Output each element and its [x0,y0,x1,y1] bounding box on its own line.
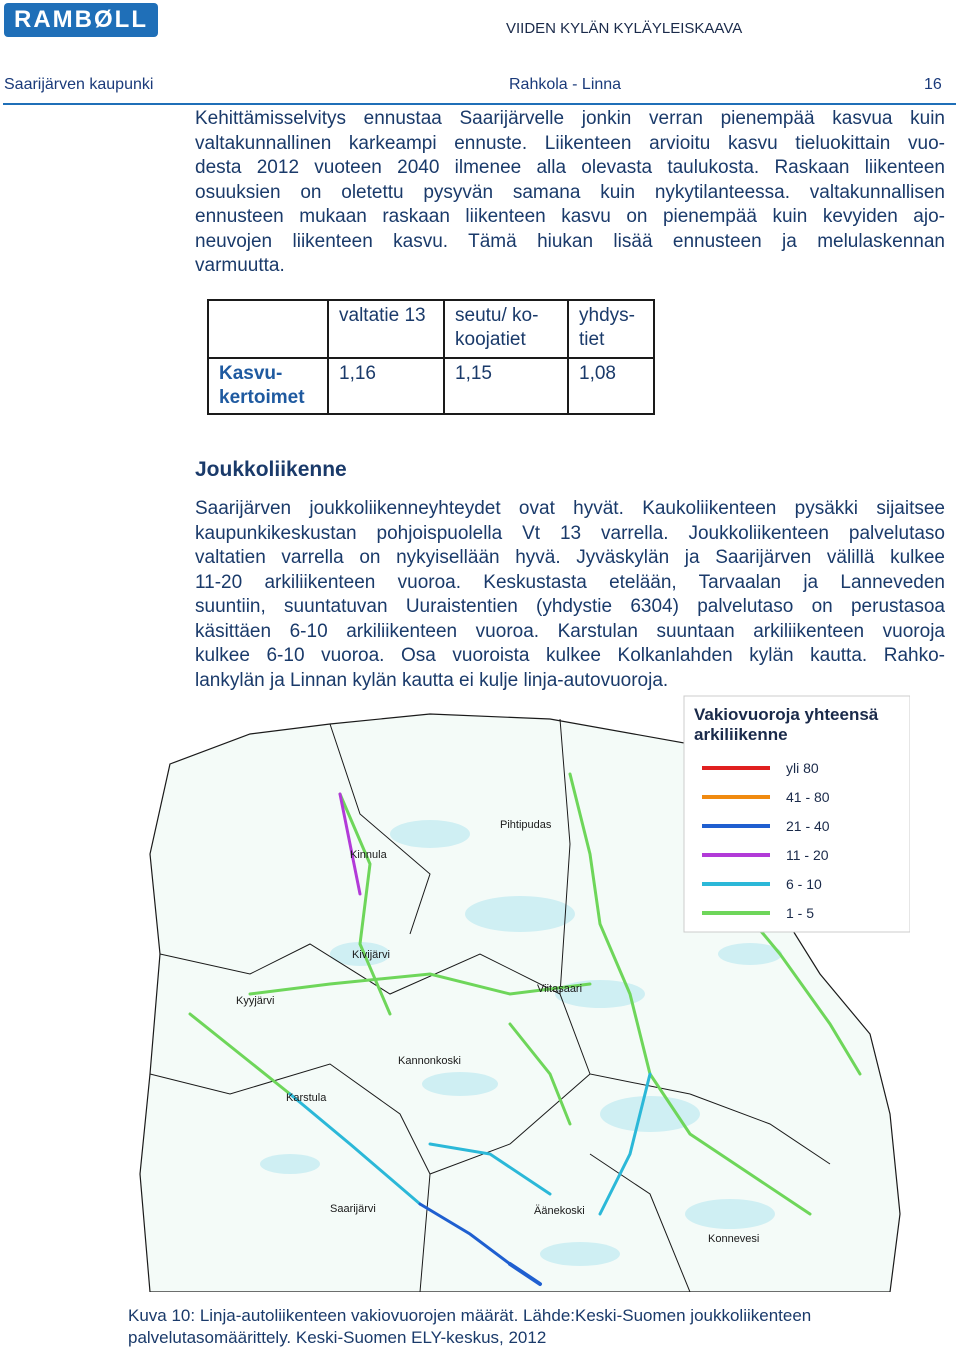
legend-label: 6 - 10 [786,876,822,892]
table-header-row [208,300,654,358]
intro-line: valtakunnallinen karkeampi ennuste. Liikenteen arvioitu kasvu tieluokittain vuo- [195,132,945,154]
intro-line: ennusteen mukaan raskaan liikenteen kasvu on pienempää kuin kevyiden ajo- [195,206,945,227]
legend-title-line2: arkiliikenne [694,725,788,744]
place-karstula: Karstula [286,1092,327,1104]
figure-caption [128,1305,811,1349]
table-corner-cell [208,300,328,358]
section-line: valtatien varrella on nykyisellään hyvä. Jyväskylän ja Saarijärven välillä kulkee [195,547,945,568]
table-header-valtatie: valtatie 13 [328,300,444,358]
legend-label: 1 - 5 [786,905,815,921]
intro-line: Kehittämisselvitys ennustaa Saarijärvelle jonkin verran pienempää kasvua kuin [195,108,945,129]
bus-route-map [130,694,910,1292]
caption-line2: palvelutasomäärittely. Keski-Suomen ELY-keskus, 2012 [128,1328,547,1347]
legend-label: yli 80 [786,760,819,776]
legend-label: 11 - 20 [786,847,829,863]
place-viitasaari: Viitasaari [537,983,583,995]
table-header-seutu: seutu/ ko- koojatiet [444,300,568,358]
intro-line: desta 2012 vuoteen 2040 ilmenee alla olevasta taulukosta. Raskaan liikenteen [195,157,945,178]
place-saarijarvi: Saarijärvi [330,1203,376,1215]
header-municipality: Saarijärven kaupunki [4,76,154,93]
document-title: VIIDEN KYLÄN KYLÄYLEISKAAVA [506,20,743,37]
page-number: 16 [924,76,942,93]
table-row-label: Kasvu- kertoimet [208,358,328,414]
growth-factor-table [207,299,655,415]
table-cell-seutu: 1,15 [444,358,568,414]
intro-line: osuuksien on oletettu pysyvän samana kuin nykytilanteessa. valtakunnallisen [195,181,945,203]
section-line: kulkee 6-10 vuoroa. Osa vuoroista kulkee Kolkanlahden kylän kautta. Rahko- [195,645,945,666]
intro-line: varmuutta. [195,255,285,276]
header-area: Rahkola - Linna [509,76,622,93]
table-row [208,358,654,414]
place-kyyjarvi: Kyyjärvi [236,995,275,1007]
section-line: käsittäen 6-10 arkiliikenteen vuoroa. Karstulan suuntaan arkiliikenteen vuoroja [195,620,945,642]
section-line: Saarijärven joukkoliikenneyhteydet ovat hyvät. Kaukoliikenteen pysäkki sijaitsee [195,498,945,519]
map-legend [684,696,910,932]
intro-line: neuvojen liikenteen kasvu. Tämä hiukan lisää ennusteen ja melulaskennan [195,230,945,252]
place-konnevesi: Konnevesi [708,1233,760,1245]
ramboll-logo: RAMBØLL [4,3,158,37]
place-kannonkoski: Kannonkoski [398,1055,461,1067]
section-line: lankylän ja Linnan kylän kautta ei kulje linja-autovuoroja. [195,669,669,691]
legend-label: 41 - 80 [786,789,830,805]
caption-line1: Kuva 10: Linja-autoliikenteen vakiovuorojen määrät. Lähde:Keski-Suomen joukkoliikenteen [128,1306,812,1325]
place-kinnula: Kinnula [350,849,387,861]
legend-label: 21 - 40 [786,818,830,834]
table-header-yhdystiet: yhdys- tiet [568,300,654,358]
legend-title-line1: Vakiovuoroja yhteensä [694,705,879,724]
section-line: 11-20 arkiliikenteen vuoroa. Keskustasta etelään, Tarvaalan ja Lanneveden [195,571,945,593]
section-heading: Joukkoliikenne [195,458,347,481]
place-pihtipudas: Pihtipudas [500,819,552,831]
intro-paragraph [195,107,945,279]
map-svg [130,694,910,1292]
section-paragraph [195,497,945,693]
place-aanekoski: Äänekoski [534,1205,585,1217]
table-cell-valtatie: 1,16 [328,358,444,414]
section-line: suuntiin, suuntatuvan Uuraistentien (yhdystie 6304) palvelutaso on perustasoa [195,596,945,617]
section-line: kaupunkikeskustan pohjoispuolella Vt 13 varrella. Joukkoliikenteen palvelutaso [195,522,945,544]
header-divider [3,103,956,105]
table-cell-yhdystiet: 1,08 [568,358,654,414]
place-kivijarvi: Kivijärvi [352,949,390,961]
